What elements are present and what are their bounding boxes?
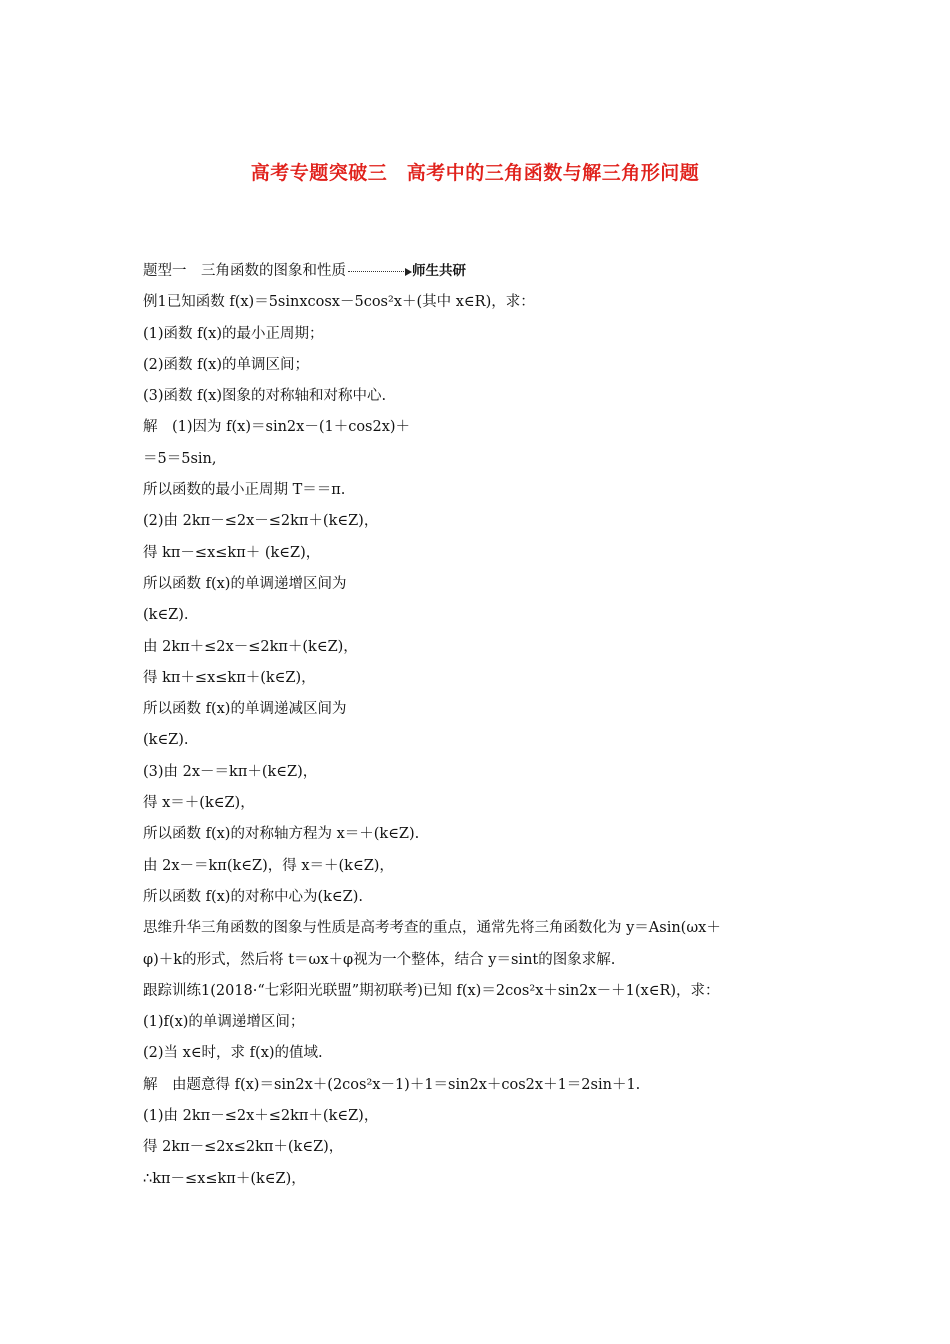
text-line: 由 2kπ＋≤2x－≤2kπ＋(k∈Z)，: [143, 638, 358, 655]
section-heading: [143, 256, 823, 287]
text-line: (3)由 2x－＝kπ＋(k∈Z)，: [143, 763, 318, 780]
text-line: 跟踪训练1(2018·“七彩阳光联盟”期初联考)已知 f(x)＝2cos²x＋sin2x－＋1(x∈R)，求：: [143, 982, 720, 999]
text-line: (1)函数 f(x)的最小正周期；: [143, 325, 324, 342]
text-line: 所以函数 f(x)的对称中心为(k∈Z).: [143, 888, 363, 905]
text-line: 解 (1)因为 f(x)＝sin2x－(1＋cos2x)＋: [143, 419, 411, 436]
text-line: (2)由 2kπ－≤2x－≤2kπ＋(k∈Z)，: [143, 513, 379, 530]
section-label: 题型一 三角函数的图象和性质: [143, 263, 346, 279]
text-line: 例1已知函数 f(x)＝5sinxcosx－5cos²x＋(其中 x∈R)，求：: [143, 294, 535, 311]
text-lines: [143, 287, 823, 1195]
text-line: 所以函数 f(x)的单调递减区间为: [143, 701, 347, 718]
text-line: 所以函数 f(x)的对称轴方程为 x＝＋(k∈Z).: [143, 826, 420, 843]
text-line: 所以函数的最小正周期 T＝＝π.: [143, 482, 346, 499]
text-line: ∴kπ－≤x≤kπ＋(k∈Z)，: [143, 1170, 306, 1187]
text-line: (1)由 2kπ－≤2x＋≤2kπ＋(k∈Z)，: [143, 1108, 379, 1125]
text-line: 思维升华三角函数的图象与性质是高考考查的重点，通常先将三角函数化为 y＝Asin(ωx＋: [143, 920, 721, 937]
text-line: (3)函数 f(x)图象的对称轴和对称中心.: [143, 388, 387, 405]
document-body: [143, 256, 823, 1195]
section-tag: 师生共研: [412, 263, 466, 279]
text-line: 解 由题意得 f(x)＝sin2x＋(2cos²x－1)＋1＝sin2x＋cos2x＋1＝2sin＋1.: [143, 1076, 641, 1093]
page-title: 高考专题突破三 高考中的三角函数与解三角形问题: [250, 162, 700, 184]
text-line: (k∈Z).: [143, 732, 189, 749]
text-line: φ)＋k的形式，然后将 t＝ωx＋φ视为一个整体，结合 y＝sint的图象求解.: [143, 951, 616, 968]
dotted-arrow-icon: [348, 271, 410, 272]
text-line: (k∈Z).: [143, 607, 189, 624]
text-line: 得 2kπ－≤2x≤2kπ＋(k∈Z)，: [143, 1139, 344, 1156]
text-line: (2)函数 f(x)的单调区间；: [143, 356, 310, 373]
text-line: 得 kπ－≤x≤kπ＋ (k∈Z)，: [143, 544, 321, 561]
text-line: ＝5＝5sin,: [143, 450, 217, 467]
text-line: 所以函数 f(x)的单调递增区间为: [143, 575, 347, 592]
text-line: 得 x＝＋(k∈Z)，: [143, 795, 255, 812]
text-line: 由 2x－＝kπ(k∈Z)，得 x＝＋(k∈Z)，: [143, 857, 394, 874]
text-line: 得 kπ＋≤x≤kπ＋(k∈Z)，: [143, 669, 316, 686]
text-line: (2)当 x∈时，求 f(x)的值域.: [143, 1045, 323, 1062]
text-line: (1)f(x)的单调递增区间；: [143, 1014, 305, 1031]
